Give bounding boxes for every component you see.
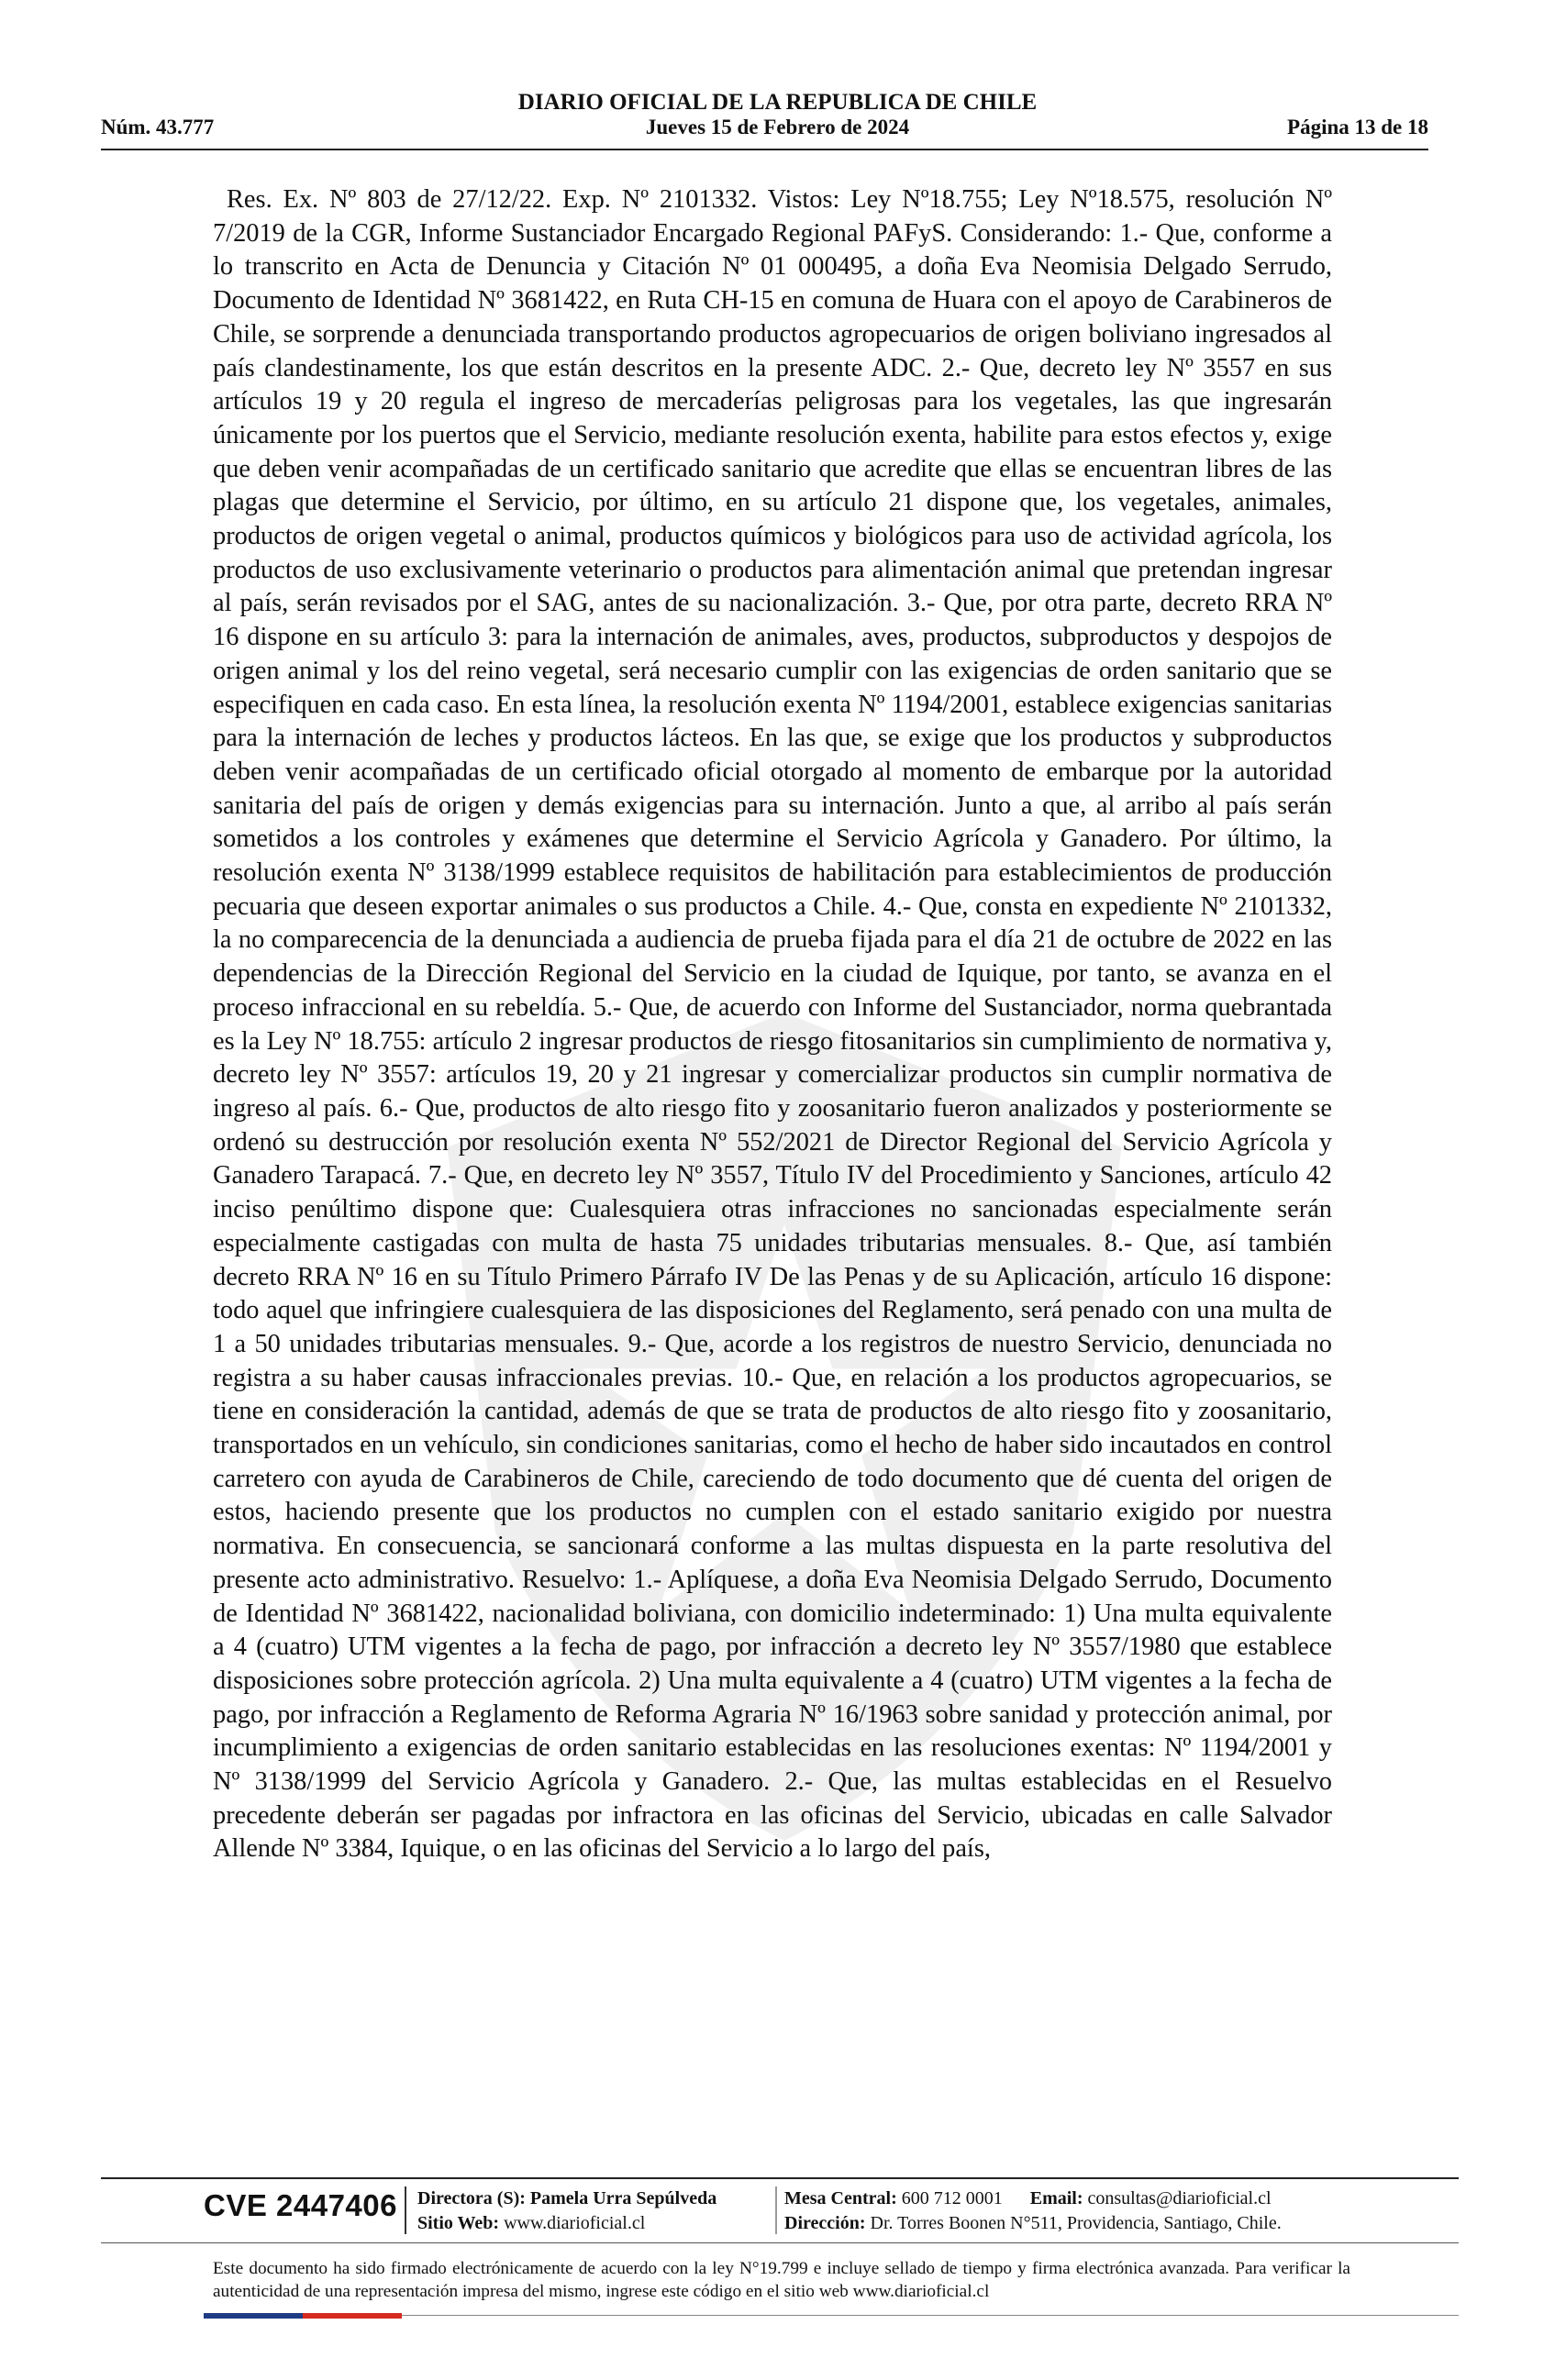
page-indicator: Página 13 de 18: [1287, 116, 1428, 138]
email-label: Email:: [1029, 2188, 1083, 2208]
contact-block: [784, 2186, 1282, 2236]
address-line: [784, 2211, 1282, 2236]
email-value[interactable]: consultas@diarioficial.cl: [1087, 2188, 1272, 2208]
footer-divider-mid: [101, 2242, 1459, 2243]
phone-email-line: [784, 2186, 1282, 2211]
website-label: Sitio Web:: [417, 2213, 500, 2233]
footer-divider-top: [101, 2177, 1459, 2179]
header-divider: [101, 149, 1428, 150]
director-block: [417, 2186, 716, 2236]
electronic-signature-notice: Este documento ha sido firmado electrónicamente de acuerdo con la ley N°19.799 e incluye sellado de tiempo y firma electrónica avanzada. Para verificar la autenticidad de una representación impresa del mismo, ingrese este código en el sitio web www.diarioficial.cl: [213, 2259, 1350, 2301]
address-value: Dr. Torres Boonen N°511, Providencia, Santiago, Chile.: [870, 2213, 1282, 2233]
flag-stripe-red: [303, 2313, 402, 2319]
resolution-text: Res. Ex. Nº 803 de 27/12/22. Exp. Nº 2101332. Vistos: Ley Nº18.755; Ley Nº18.575, resolución Nº 7/2019 de la CGR, Informe Sustanciador Encargado Regional PAFyS. Considerando: 1.- Que, conforme a lo transcrito en Acta de Denuncia y Citación Nº 01 000495, a doña Eva Neomisia Delgado Serrudo, Documento de Identidad Nº 3681422, en Ruta CH-15 en comuna de Huara con el apoyo de Carabineros de Chile, se sorprende a denunciada transportando productos agropecuarios de origen boliviano ingresados al país clandestinamente, los que están descritos en la presente ADC. 2.- Que, decreto ley Nº 3557 en sus artículos 19 y 20 regula el ingreso de mercaderías peligrosas para los vegetales, las que ingresarán únicamente por los puertos que el Servicio, mediante resolución exenta, habilite para estos efectos y, exige que deben venir acompañadas de un certificado sanitario que acredite que ellas se encuentran libres de las plagas que determine el Servicio, por último, en su artículo 21 dispone que, los vegetales, animales, productos de origen vegetal o animal, productos químicos y biológicos para uso de actividad agrícola, los productos de uso exclusivamente veterinario o productos para alimentación animal que pretendan ingresar al país, serán revisados por el SAG, antes de su nacionalización. 3.- Que, por otra parte, decreto RRA Nº 16 dispone en su artículo 3: para la internación de animales, aves, productos, subproductos y despojos de origen animal y los del reino vegetal, será necesario cumplir con las exigencias de orden sanitario que se especifiquen en cada caso. En esta línea, la resolución exenta Nº 1194/2001, establece exigencias sanitarias para la internación de leches y productos lácteos. En las que, se exige que los productos y subproductos deben venir acompañadas de un certificado oficial otorgado al momento de embarque por la autoridad sanitaria del país de origen y demás exigencias para su internación. Junto a que, al arribo al país serán sometidos a los controles y exámenes que determine el Servicio Agrícola y Ganadero. Por último, la resolución exenta Nº 3138/1999 establece requisitos de habilitación para establecimientos de producción pecuaria que deseen exportar animales o sus productos a Chile. 4.- Que, consta en expediente Nº 2101332, la no comparecencia de la denunciada a audiencia de prueba fijada para el día 21 de octubre de 2022 en las dependencias de la Dirección Regional del Servicio en la ciudad de Iquique, por tanto, se avanza en el proceso infraccional en su rebeldía. 5.- Que, de acuerdo con Informe del Sustanciador, norma quebrantada es la Ley Nº 18.755: artículo 2 ingresar productos de riesgo fitosanitarios sin cumplimiento de normativa y, decreto ley Nº 3557: artículos 19, 20 y 21 ingresar y comercializar productos sin cumplir normativa de ingreso al país. 6.- Que, productos de alto riesgo fito y zoosanitario fueron analizados y posteriormente se ordenó su destrucción por resolución exenta Nº 552/2021 de Director Regional del Servicio Agrícola y Ganadero Tarapacá. 7.- Que, en decreto ley Nº 3557, Título IV del Procedimiento y Sanciones, artículo 42 inciso penúltimo dispone que: Cualesquiera otras infracciones no sancionadas especialmente serán especialmente castigadas con multa de hasta 75 unidades tributarias mensuales. 8.- Que, así también decreto RRA Nº 16 en su Título Primero Párrafo IV De las Penas y de su Aplicación, artículo 16 dispone: todo aquel que infringiere cualesquiera de las disposiciones del Reglamento, será penado con una multa de 1 a 50 unidades tributarias mensuales. 9.- Que, acorde a los registros de nuestro Servicio, denunciada no registra a su haber causas infraccionales previas. 10.- Que, en relación a los productos agropecuarios, se tiene en consideración la cantidad, además de que se trata de productos de alto riesgo fito y zoosanitario, transportados en un vehículo, sin condiciones sanitarias, como el hecho de haber sido incautados en control carretero con ayuda de Carabineros de Chile, careciendo de todo documento que dé cuenta del origen de estos, haciendo presente que los productos no cumplen con el estado sanitario exigido por nuestra normativa. En consecuencia, se sancionará conforme a las multas dispuesta en la parte resolutiva del presente acto administrativo. Resuelvo: 1.- Aplíquese, a doña Eva Neomisia Delgado Serrudo, Documento de Identidad Nº 3681422, nacionalidad boliviana, con domicilio indeterminado: 1) Una multa equivalente a 4 (cuatro) UTM vigentes a la fecha de pago, por infracción a decreto ley Nº 3557/1980 que establece disposiciones sobre protección agrícola. 2) Una multa equivalente a 4 (cuatro) UTM vigentes a la fecha de pago, por infracción a Reglamento de Reforma Agraria Nº 16/1963 sobre sanidad y protección animal, por incumplimiento a exigencias de orden sanitario establecidas en las resoluciones exentas: Nº 1194/2001 y Nº 3138/1999 del Servicio Agrícola y Ganadero. 2.- Que, las multas establecidas en el Resuelvo precedente deberán ser pagadas por infractora en las oficinas del Servicio, ubicadas en calle Salvador Allende Nº 3384, Iquique, o en las oficinas del Servicio a lo largo del país,: [213, 185, 1332, 1864]
website-line: [417, 2211, 716, 2236]
address-label: Dirección:: [784, 2213, 866, 2233]
issue-date: Jueves 15 de Febrero de 2024: [645, 116, 910, 138]
gazette-title: DIARIO OFICIAL DE LA REPUBLICA DE CHILE: [517, 90, 1038, 115]
website-link[interactable]: www.diarioficial.cl: [504, 2213, 646, 2233]
footer-divider-bottom: [402, 2315, 1459, 2316]
issue-number: Núm. 43.777: [101, 116, 215, 138]
director-name: Directora (S): Pamela Urra Sepúlveda: [417, 2188, 717, 2208]
phone-value: 600 712 0001: [901, 2188, 1003, 2208]
footer-separator: [405, 2186, 406, 2234]
footer-separator-2: [775, 2186, 777, 2234]
flag-stripe-blue: [204, 2313, 303, 2319]
cve-code: CVE 2447406: [204, 2188, 397, 2222]
phone-label: Mesa Central:: [784, 2188, 897, 2208]
